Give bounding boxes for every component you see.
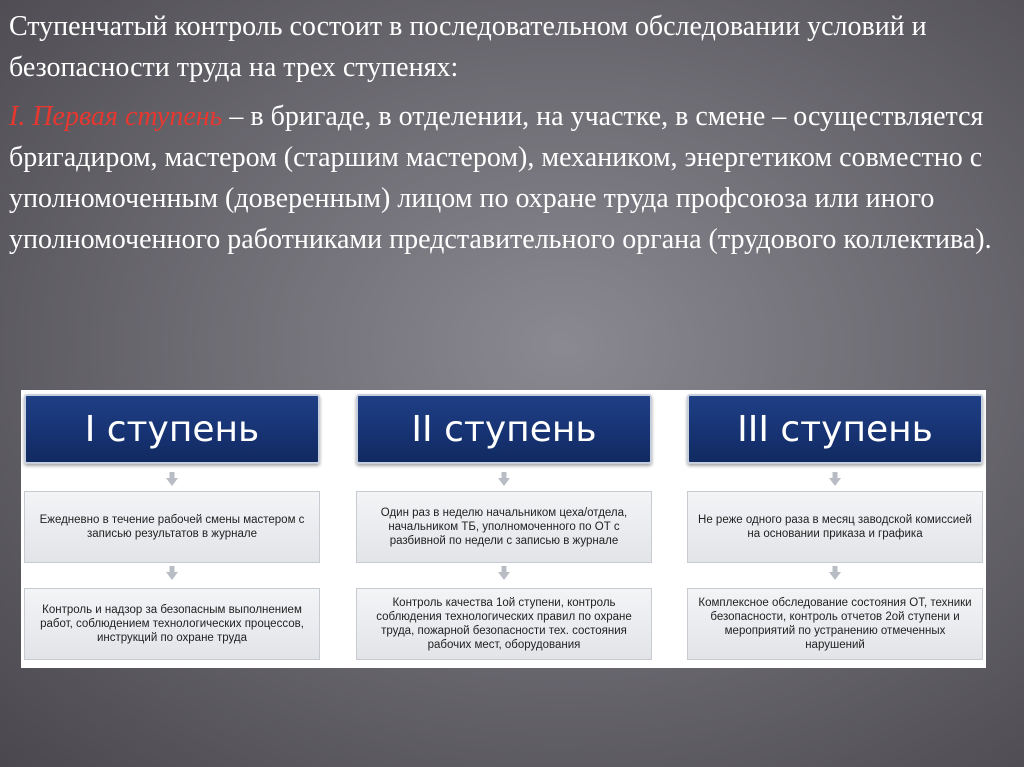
- slide-text: [9, 6, 1009, 260]
- step-frequency-box-2: Один раз в неделю начальником цеха/отдела, начальником ТБ, уполномоченного по ОТ с разбивной по недели с записью в журнале: [356, 491, 652, 563]
- first-step-text: – в бригаде, в отделении, на участке, в смене – осуществляется бригадиром, мастером (старшим мастером), механиком, энергетиком совместно с уполномоченным (доверенным) лицом по охране труда профсоюза или иного уполномоченного работниками представительного органа (трудового коллектива).: [9, 101, 992, 255]
- step-frequency-box-1: Ежедневно в течение рабочей смены мастером с записью результатов в журнале: [24, 491, 320, 563]
- step-column-1: [24, 394, 320, 664]
- step-scope-box-2: Контроль качества 1ой ступени, контроль соблюдения технологических правил по охране труда, пожарной безопасности тех. состояния рабочих мест, оборудования: [356, 588, 652, 660]
- down-arrow-icon: [827, 472, 843, 486]
- step-header-1: I ступень: [24, 394, 320, 464]
- first-step-label: I. Первая ступень: [9, 101, 223, 132]
- intro-paragraph: Ступенчатый контроль состоит в последовательном обследовании условий и безопасности труда на трех ступенях:: [9, 11, 927, 83]
- down-arrow-icon: [164, 566, 180, 580]
- step-header-3: III ступень: [687, 394, 983, 464]
- step-column-3: [687, 394, 983, 664]
- down-arrow-icon: [164, 472, 180, 486]
- down-arrow-icon: [496, 472, 512, 486]
- step-scope-box-1: Контроль и надзор за безопасным выполнением работ, соблюдением технологических процессов, инструкций по охране труда: [24, 588, 320, 660]
- first-step-paragraph: [9, 96, 1009, 260]
- step-frequency-box-3: Не реже одного раза в месяц заводской комиссией на основании приказа и графика: [687, 491, 983, 563]
- step-column-2: [356, 394, 652, 664]
- down-arrow-icon: [496, 566, 512, 580]
- step-scope-box-3: Комплексное обследование состояния ОТ, техники безопасности, контроль отчетов 2ой ступени и мероприятий по устранению отмеченных нарушений: [687, 588, 983, 660]
- down-arrow-icon: [827, 566, 843, 580]
- steps-diagram: [21, 390, 986, 668]
- step-header-2: II ступень: [356, 394, 652, 464]
